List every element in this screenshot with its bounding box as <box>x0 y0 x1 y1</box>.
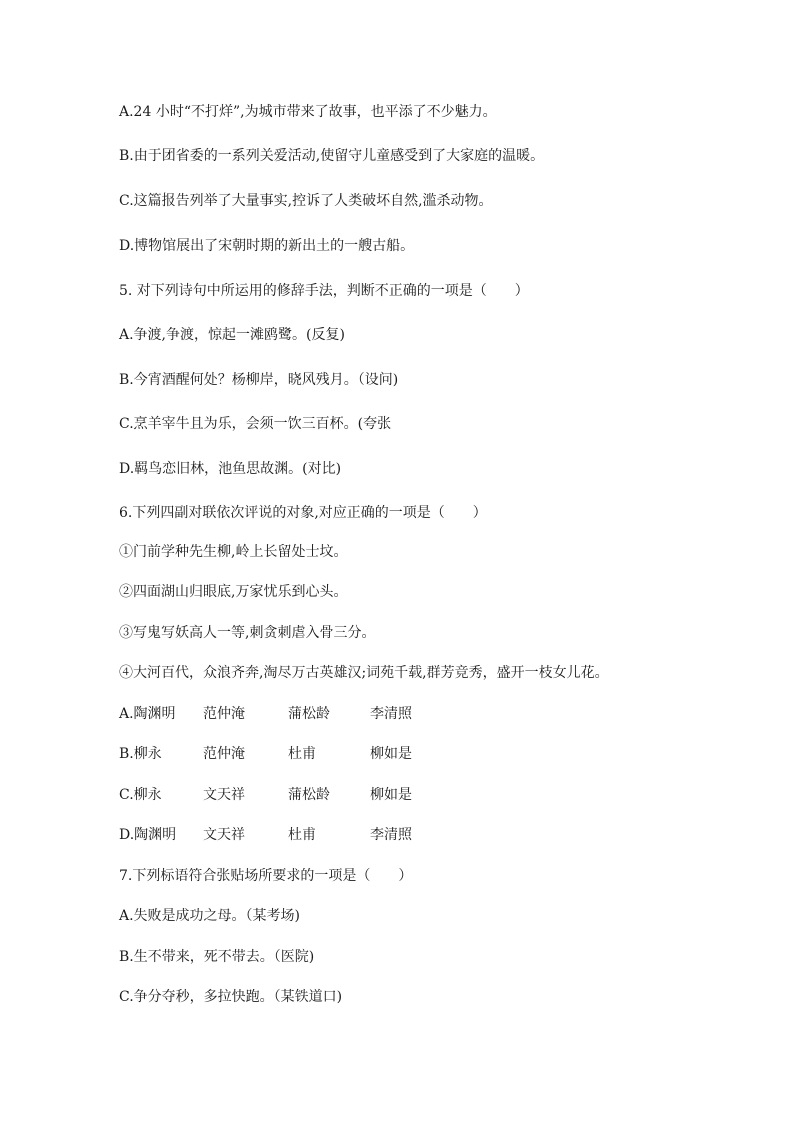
q5-stem: 5. 对下列诗句中所运用的修辞手法，判断不正确的一项是（ ） <box>119 283 529 299</box>
choice-cell: 范仲淹 <box>203 706 245 722</box>
choice-cell: 杜甫 <box>288 746 316 762</box>
q6-couplet-2: ②四面湖山归眼底,万家忧乐到心头。 <box>119 584 348 600</box>
choice-cell: 李清照 <box>370 706 412 722</box>
choice-cell: 柳如是 <box>370 787 412 803</box>
choice-cell: 蒲松龄 <box>288 787 330 803</box>
q6-couplet-4: ④大河百代，众浪齐奔,淘尽万古英雄汉;词苑千载,群芳竞秀，盛开一枝女儿花。 <box>119 665 609 681</box>
choice-cell: D.陶渊明 <box>119 827 177 843</box>
q4-option-b: B.由于团省委的一系列关爱活动,使留守儿童感受到了大家庭的温暖。 <box>119 148 545 164</box>
q4-option-a: A.24 小时“不打烊”,为城市带来了故事，也平添了不少魅力。 <box>119 104 497 120</box>
choice-cell: C.柳永 <box>119 787 162 803</box>
q7-stem: 7.下列标语符合张贴场所要求的一项是（ ） <box>119 868 413 884</box>
q5-option-b: B.今宵酒醒何处？杨柳岸，晓风残月。（设问) <box>119 372 399 388</box>
q5-option-c: C.烹羊宰牛且为乐，会须一饮三百杯。(夸张 <box>119 416 392 432</box>
q7-option-c: C.争分夺秒，多拉快跑。（某铁道口) <box>119 989 343 1005</box>
choice-cell: 杜甫 <box>288 827 316 843</box>
choice-cell: 范仲淹 <box>203 746 245 762</box>
q6-stem: 6.下列四副对联依次评说的对象,对应正确的一项是（ ） <box>119 505 487 521</box>
q4-option-d: D.博物馆展出了宋朝时期的新出土的一艘古船。 <box>119 238 415 254</box>
q5-option-a: A.争渡,争渡，惊起一滩鸥鹭。(反复) <box>119 327 345 343</box>
q6-couplet-3: ③写鬼写妖高人一等,刺贪刺虐入骨三分。 <box>119 625 376 641</box>
choice-cell: 文天祥 <box>203 827 245 843</box>
q4-option-c: C.这篇报告列举了大量事实,控诉了人类破坏自然,滥杀动物。 <box>119 193 493 209</box>
q7-option-b: B.生不带来，死不带去。（医院) <box>119 949 315 965</box>
choice-cell: B.柳永 <box>119 746 162 762</box>
choice-cell: A.陶渊明 <box>119 706 176 722</box>
q5-option-d: D.羁鸟恋旧林，池鱼思故渊。(对比) <box>119 461 342 477</box>
choice-cell: 李清照 <box>370 827 412 843</box>
choice-cell: 柳如是 <box>370 746 412 762</box>
choice-cell: 蒲松龄 <box>288 706 330 722</box>
q7-option-a: A.失败是成功之母。（某考场) <box>119 908 301 924</box>
choice-cell: 文天祥 <box>203 787 245 803</box>
q6-couplet-1: ①门前学种先生柳,岭上长留处士坟。 <box>119 544 348 560</box>
